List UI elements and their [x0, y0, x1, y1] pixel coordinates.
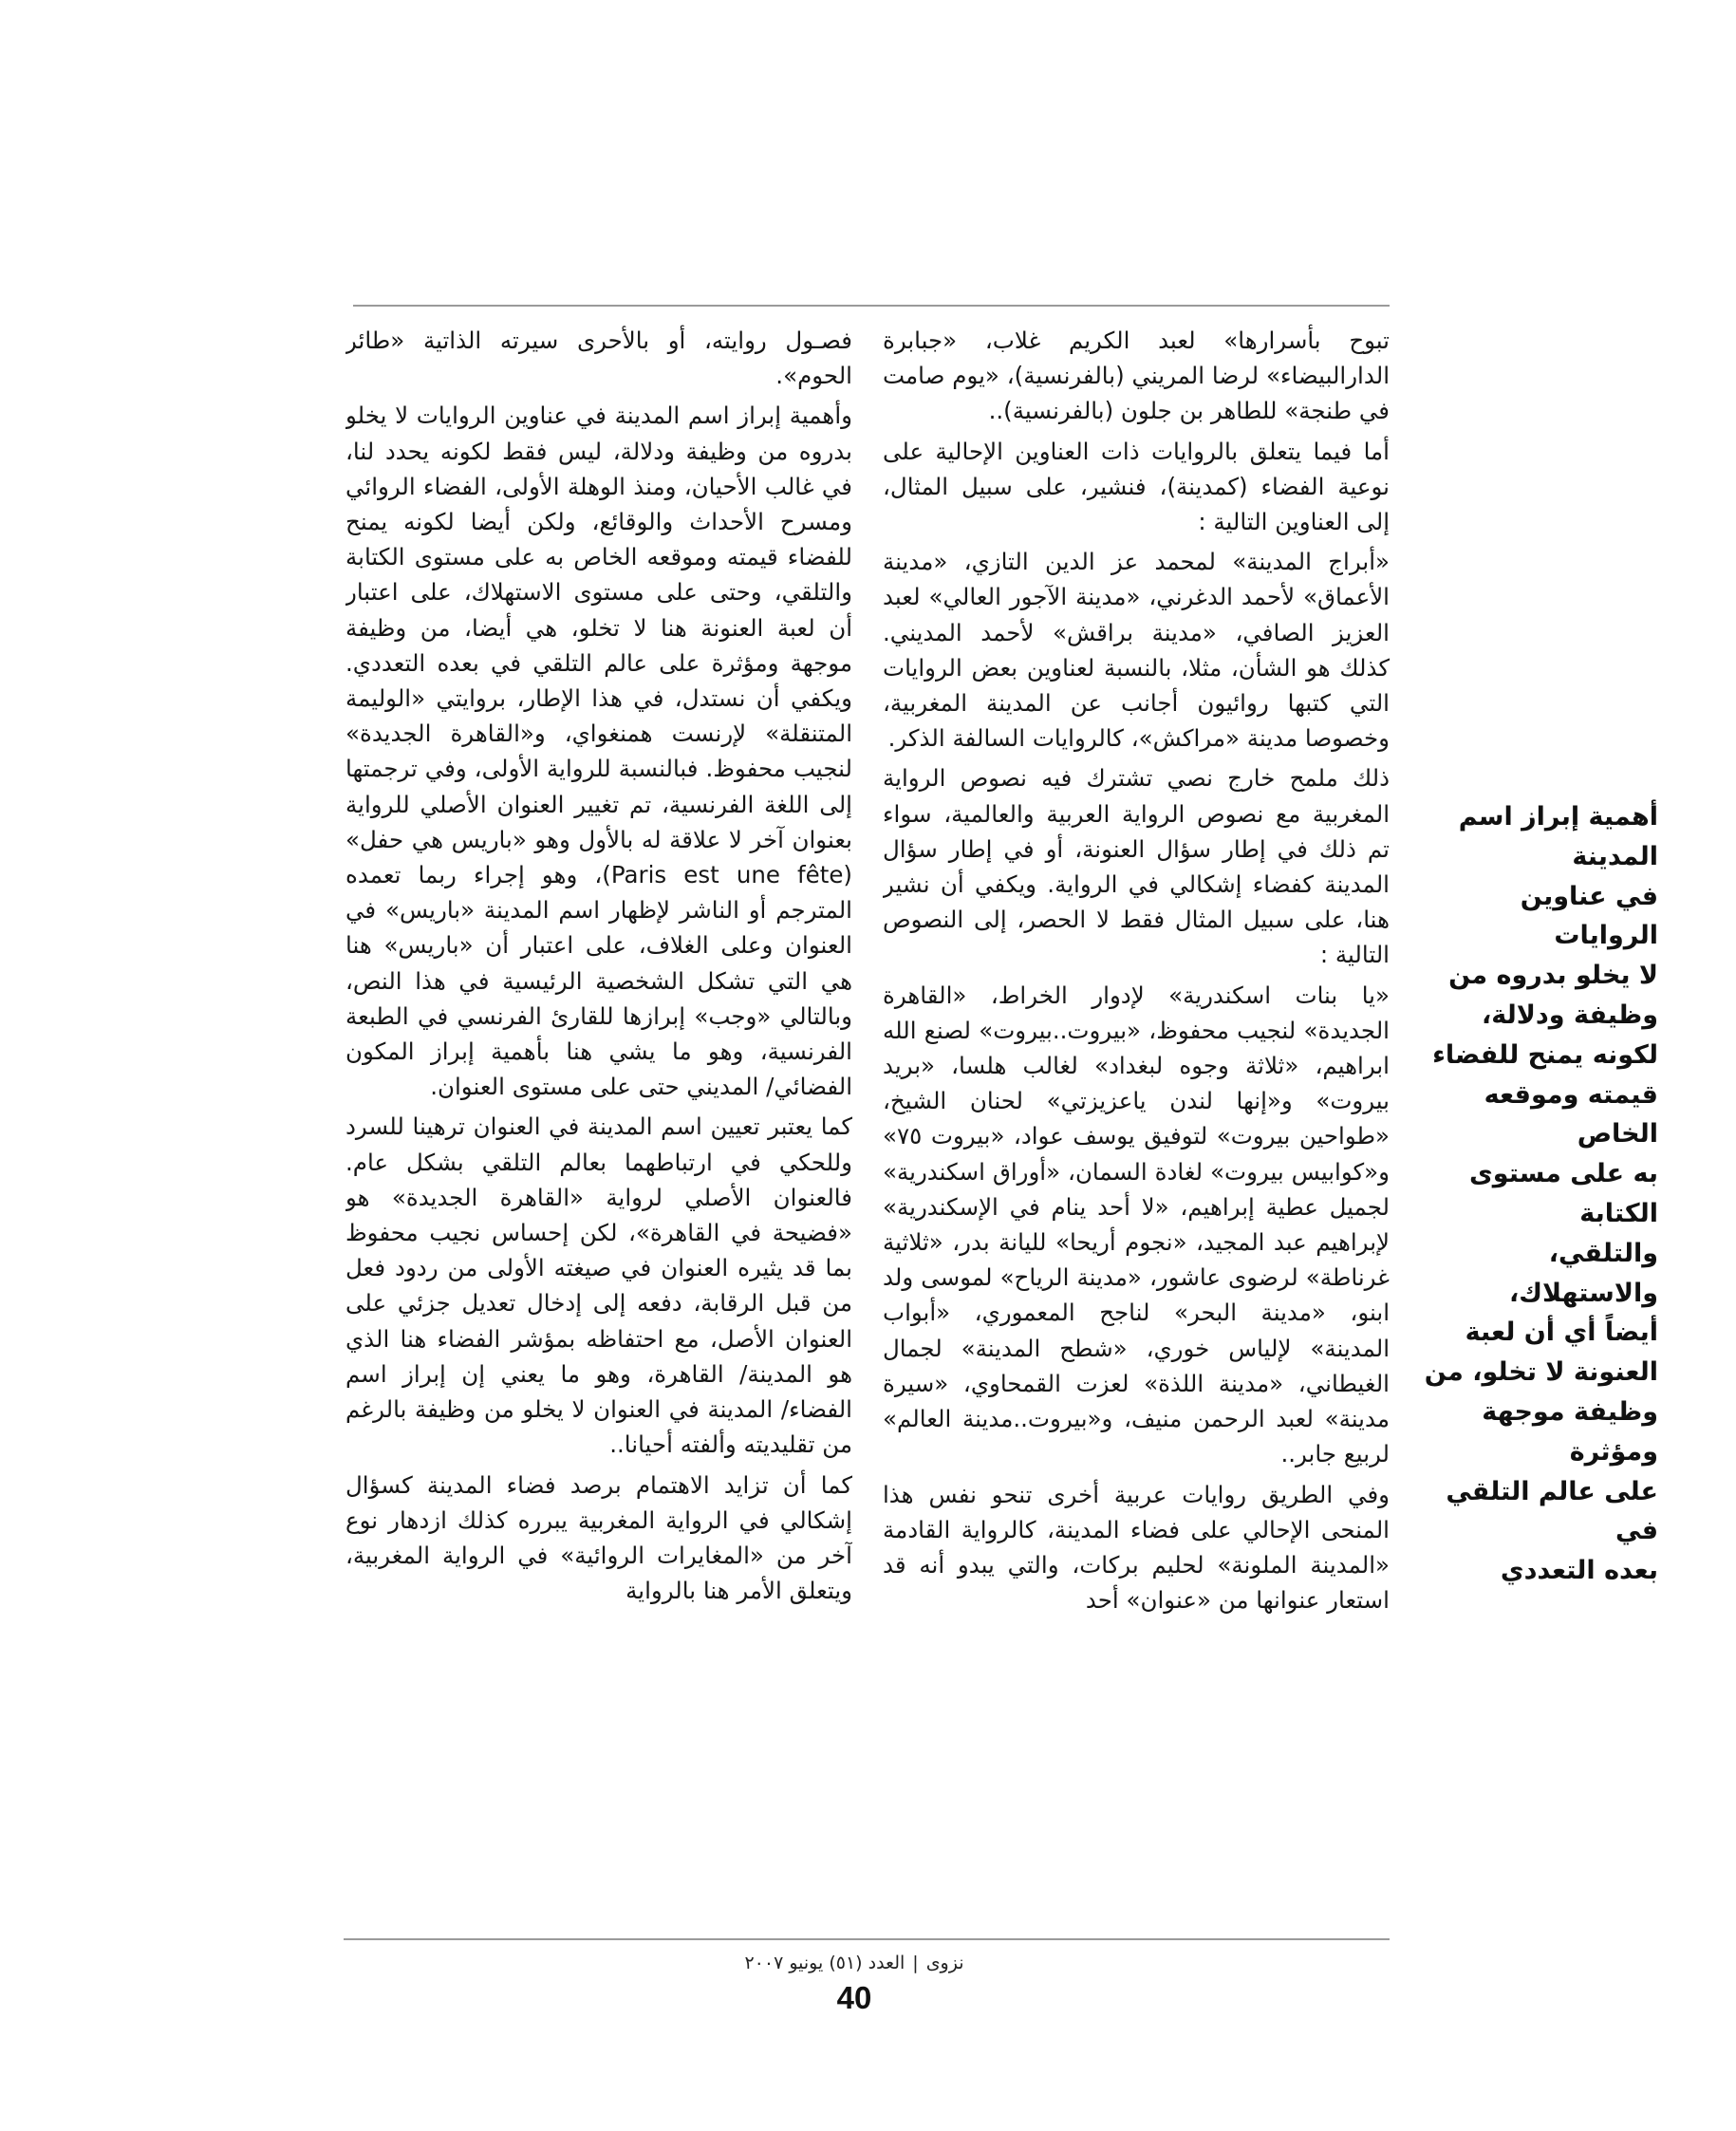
- paragraph: ذلك ملمح خارج نصي تشترك فيه نصوص الرواية المغربية مع نصوص الرواية العربية والعالمية، سواء تم ذلك في إطار سؤال العنونة، أو في إطار سؤال المدينة كفضاء إشكالي في الرواية. ويكفي أن نشير هنا، على سبيل المثال فقط لا الحصر، إلى النصوص التالية :: [883, 764, 1390, 969]
- pull-quote-line: قيمته وموقعه الخاص: [1484, 1079, 1658, 1150]
- top-rule: [353, 305, 1390, 307]
- issue-info: العدد (٥١) يونيو ٢٠٠٧: [744, 1953, 905, 1973]
- footer-meta: [664, 1951, 1044, 1975]
- pull-quote-line: لكونه يمنح للفضاء: [1432, 1039, 1658, 1070]
- pull-quote-line: والتلقي، والاستهلاك،: [1508, 1238, 1658, 1308]
- paragraph: فصـول روايته، أو بالأحرى سيرته الذاتية «طائر الحوم».: [345, 327, 852, 390]
- pull-quote-line: في عناوين الروايات: [1520, 881, 1658, 951]
- paragraph: كما يعتبر تعيين اسم المدينة في العنوان ترهينا للسرد وللحكي في ارتباطهما بعالم التلقي بشكل عام. فالعنوان الأصلي لرواية «القاهرة الجديدة» هو «فضيحة في القاهرة»، لكن إحساس نجيب محفوظ بما قد يثيره العنوان في صيغته الأولى من ردود فعل من قبل الرقابة، دفعه إلى إدخال تعديل جزئي على العنوان الأصل، مع احتفاظه بمؤشر الفضاء هنا الذي هو المدينة/ القاهرة، وهو ما يعني إن إبراز اسم الفضاء/ المدينة في العنوان لا يخلو من وظيفة بالرغم من تقليديته وألفته أحيانا..: [345, 1112, 852, 1459]
- paragraph: «يا بنات اسكندرية» لإدوار الخراط، «القاهرة الجديدة» لنجيب محفوظ، «بيروت..بيروت» لصنع الله ابراهيم، «ثلاثة وجوه لبغداد» لغالب هلسا، «بريد بيروت» و«إنها لندن ياعزيزتي» لحنان الشيخ، «طواحين بيروت» لتوفيق يوسف عواد، «بيروت ٧٥» و«كوابيس بيروت» لغادة السمان، «أوراق اسكندرية» لجميل عطية إبراهيم، «لا أحد ينام في الإسكندرية» لإبراهيم عبد المجيد، «نجوم أريحا» لليانة بدر، «ثلاثية غرناطة» لرضوى عاشور، «مدينة الرياح» لموسى ولد ابنو، «مدينة البحر» لناجح المعموري، «أبواب المدينة» لإلياس خوري، «شطح المدينة» لجمال الغيطاني، «مدينة اللذة» لعزت القمحاوي، «سيرة مدينة» لعبد الرحمن منيف، و«بيروت..مدينة العالم» لربيع جابر..: [883, 981, 1390, 1468]
- pull-quote-line: العنونة لا تخلو، من: [1424, 1357, 1658, 1388]
- paragraph: تبوح بأسرارها» لعبد الكريم غلاب، «جبابرة الدارالبيضاء» لرضا المريني (بالفرنسية)، «يوم صامت في طنجة» للطاهر بن جلون (بالفرنسية)..: [883, 327, 1390, 425]
- pull-quote-line: لا يخلو بدروه من: [1448, 961, 1658, 991]
- paragraph: وفي الطريق روايات عربية أخرى تنحو نفس هذا المنحى الإحالي على فضاء المدينة، كالرواية القادمة «المدينة الملونة» لحليم بركات، والتي يبدو أنه قد استعار عنوانها من «عنوان» أحد: [883, 1480, 1390, 1615]
- bottom-rule: [344, 1938, 1390, 1940]
- pull-quote-line: به على مستوى الكتابة: [1469, 1159, 1658, 1228]
- pull-quote-line: وظيفة موجهة ومؤثرة: [1482, 1396, 1658, 1467]
- pull-quote: [1409, 797, 1658, 1591]
- pull-quote-line: أيضاً أي أن لعبة: [1465, 1318, 1658, 1348]
- pull-quote-line: أهمية إبراز اسم المدينة: [1458, 802, 1658, 871]
- paragraph: أما فيما يتعلق بالروايات ذات العناوين الإحالية على نوعية الفضاء (كمدينة)، فنشير، على سبيل المثال، إلى العناوين التالية :: [883, 437, 1390, 536]
- pull-quote-line: بعده التعددي: [1500, 1556, 1658, 1586]
- paragraph: وأهمية إبراز اسم المدينة في عناوين الروايات لا يخلو بدروه من وظيفة ودلالة، ليس فقط لكونه يحدد لنا، في غالب الأحيان، ومنذ الوهلة الأولى، الفضاء الروائي ومسرح الأحداث والوقائع، ولكن أيضا لكونه يمنح للفضاء قيمته وموقعه الخاص به على مستوى الكتابة والتلقي، وحتى على مستوى الاستهلاك، على اعتبار أن لعبة العنونة هنا لا تخلو، هي أيضا، من وظيفة موجهة ومؤثرة على عالم التلقي في بعده التعددي. ويكفي أن نستدل، في هذا الإطار، بروايتي «الوليمة المتنقلة» لإرنست همنغواي، و«القاهرة الجديدة» لنجيب محفوظ. فبالنسبة للرواية الأولى، وفي ترجمتها إلى اللغة الفرنسية، تم تغيير العنوان الأصلي للرواية بعنوان آخر لا علاقة له بالأول وهو «باريس هي حفل» (Paris est une fête)، وهو إجراء ربما تعمده المترجم أو الناشر لإظهار اسم المدينة «باريس» في العنوان وعلى الغلاف، على اعتبار أن «باريس» هنا هي التي تشكل الشخصية الرئيسية في هذا النص، وبالتالي «وجب» إبرازها للقارئ الفرنسي في الطبعة الفرنسية، وهو ما يشي هنا بأهمية إبراز المكون الفضائي/ المديني حتى على مستوى العنوان.: [345, 402, 852, 1101]
- magazine-name: نزوى: [925, 1953, 964, 1973]
- pull-quote-line: على عالم التلقي في: [1446, 1476, 1658, 1546]
- paragraph: «أبراج المدينة» لمحمد عز الدين التازي، «مدينة الأعماق» لأحمد الدغرني، «مدينة الآجور العالي» لعبد العزيز الصافي، «مدينة براقش» لأحمد المديني. كذلك هو الشأن، مثلا، بالنسبة لعناوين بعض الروايات التي كتبها روائيون أجانب عن المدينة المغربية، وخصوصا مدينة «مراكش»، كالروايات السالفة الذكر.: [883, 548, 1390, 753]
- article-column-right: [883, 323, 1390, 1927]
- article-column-left: [345, 323, 852, 1927]
- pull-quote-line: وظيفة ودلالة،: [1482, 1000, 1658, 1030]
- paragraph: كما أن تزايد الاهتمام برصد فضاء المدينة كسؤال إشكالي في الرواية المغربية يبرره كذلك ازدهار نوع آخر من «المغايرات الروائية» في الرواية المغربية، ويتعلق الأمر هنا بالرواية: [345, 1470, 852, 1605]
- footer-separator: |: [912, 1953, 919, 1973]
- page-number: 40: [836, 1980, 872, 2015]
